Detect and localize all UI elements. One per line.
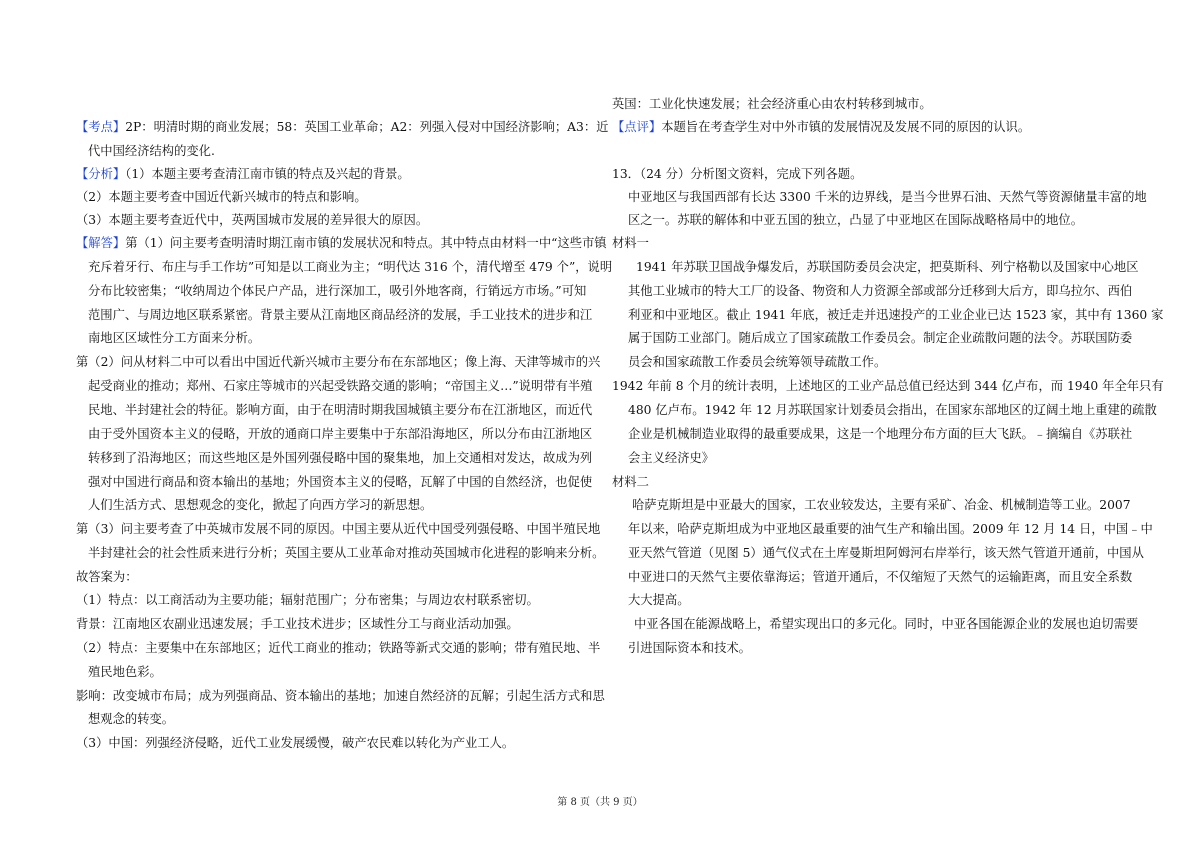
m1b-line-0: 1942 年前 8 个月的统计表明，上述地区的工业产品总值已经达到 344 亿卢布，而 1940 年全年只有 [612, 379, 1164, 393]
fenxi-text-1: （1）本题主要考查清江南市镇的特点及兴起的背景。 [125, 167, 410, 181]
m2b-line-0: 中亚各国在能源战略上，希望实现出口的多元化。同时，中亚各国能源企业的发展也迫切需要 [634, 617, 1139, 631]
answer-3-uk: 英国：工业化快速发展；社会经济重心由农村转移到城市。 [612, 97, 932, 111]
answer-intro: 故答案为： [76, 570, 138, 584]
jieda-p3-line-0: 第（3）问主要考查了中英城市发展不同的原因。中国主要从近代中国受列强侵略、中国半殖民地 [76, 522, 601, 536]
kaodian-tag: 【考点】 [76, 120, 126, 134]
jieda-p1-line-1: 充斥着牙行、布庄与手工作坊”可知是以工商业为主；“明代达 316 个，清代增至 479 个”，说明 [88, 260, 613, 274]
q13-intro-line-0: 中亚地区与我国西部有长达 3300 千米的边界线，是当今世界石油、天然气等资源储量丰富的地 [628, 190, 1147, 204]
jieda-p3-line-1: 半封建社会的社会性质来进行分析；英国主要从工业革命对推动英国城市化进程的影响来分析。 [88, 546, 605, 560]
answer-2-impact-line-1: 想观念的转变。 [88, 712, 175, 726]
m2-line-2: 亚天然气管道（见图 5）通气仪式在土库曼斯坦阿姆河右岸举行，该天然气管道开通前，中国从 [628, 546, 1144, 560]
fenxi-line-3: （3）本题主要考查近代中，英两国城市发展的差异很大的原因。 [76, 213, 429, 227]
jieda-p1-line-0: 第（1）问主要考查明清时期江南市镇的发展状况和特点。其中特点由材料一中“这些市镇 [125, 236, 607, 250]
answer-1-background: 背景：江南地区农副业迅速发展；手工业技术进步；区域性分工与商业活动加强。 [76, 617, 519, 631]
m1-line-4: 员会和国家疏散工作委员会统筹领导疏散工作。 [628, 355, 887, 369]
answer-1: （1）特点：以工商活动为主要功能；辐射范围广；分布密集；与周边农村联系密切。 [76, 593, 539, 607]
jieda-line-1 [76, 235, 607, 251]
m1b-line-1: 480 亿卢布。1942 年 12 月苏联国家计划委员会指出，在国家东部地区的辽阔土地上重建的疏散 [628, 403, 1157, 417]
m2-line-0: 哈萨克斯坦是中亚最大的国家，工农业较发达，主要有采矿、冶金、机械制造等工业。2007 [632, 498, 1131, 512]
kaodian-text-1: 2P：明清时期的商业发展；58：英国工业革命；A2：列强入侵对中国经济影响；A3：近 [125, 120, 609, 134]
dianping-text: 本题旨在考查学生对中外市镇的发展情况及发展不同的原因的认识。 [661, 120, 1031, 134]
jieda-p2-line-2: 民地、半封建社会的特征。影响方面，由于在明清时期我国城镇主要分布在江浙地区，而近代 [88, 403, 593, 417]
question-13-title: 13．（24 分）分析图文资料，完成下列各题。 [612, 167, 863, 181]
fenxi-line-2: （2）本题主要考查中国近代新兴城市的特点和影响。 [76, 190, 367, 204]
dianping-line [612, 119, 1030, 135]
answer-2-impact-line-0: 影响：改变城市布局；成为列强商品、资本输出的基地；加速自然经济的瓦解；引起生活方式和思 [76, 689, 605, 703]
jieda-p2-line-4: 转移到了沿海地区；而这些地区是外国列强侵略中国的聚集地，加上交通相对发达，故成为列 [88, 451, 593, 465]
kaodian-line-1 [76, 119, 608, 135]
jieda-p2-line-0: 第（2）问从材料二中可以看出中国近代新兴城市主要分布在东部地区；像上海、天津等城市的兴 [76, 355, 601, 369]
m2-line-1: 年以来，哈萨克斯坦成为中亚地区最重要的油气生产和输出国。2009 年 12 月 14 日，中国﹣中 [628, 522, 1153, 536]
material-1-label: 材料一 [612, 236, 649, 250]
kaodian-line-2: 代中国经济结构的变化. [88, 144, 215, 158]
m2b-line-1: 引进国际资本和技术。 [628, 641, 751, 655]
m2-line-3: 中亚进口的天然气主要依靠海运；管道开通后，不仅缩短了天然气的运输距离，而且安全系数 [628, 570, 1133, 584]
m1-line-3: 属于国防工业部门。随后成立了国家疏散工作委员会。制定企业疏散问题的法令。苏联国防委 [628, 331, 1133, 345]
m1-line-1: 其他工业城市的特大工厂的设备、物资和人力资源全部或部分迁移到大后方，即乌拉尔、西伯 [628, 284, 1133, 298]
m1b-line-3: 会主义经济史》 [628, 451, 715, 465]
fenxi-line-1 [76, 166, 410, 182]
m1-line-0: 1941 年苏联卫国战争爆发后，苏联国防委员会决定，把莫斯科、列宁格勒以及国家中心地区 [636, 260, 1139, 274]
jieda-p2-line-6: 人们生活方式、思想观念的变化，掀起了向西方学习的新思想。 [88, 498, 433, 512]
dianping-tag: 【点评】 [612, 120, 662, 134]
jieda-p1-line-3: 范围广、与周边地区联系紧密。背景主要从江南地区商品经济的发展，手工业技术的进步和江 [88, 308, 593, 322]
jieda-tag: 【解答】 [76, 236, 126, 250]
answer-2-line-0: （2）特点：主要集中在东部地区；近代工商业的推动；铁路等新式交通的影响；带有殖民地、半 [76, 641, 601, 655]
jieda-p2-line-1: 起受商业的推动；郑州、石家庄等城市的兴起受铁路交通的影响；“帝国主义…”说明带有半殖 [88, 379, 593, 393]
fenxi-tag: 【分析】 [76, 167, 126, 181]
answer-2-line-1: 殖民地色彩。 [88, 665, 162, 679]
m2-line-4: 大大提高。 [628, 593, 690, 607]
jieda-p2-line-5: 强对中国进行商品和资本输出的基地；外国资本主义的侵略，瓦解了中国的自然经济，也促使 [88, 475, 593, 489]
m1-line-2: 利亚和中亚地区。截止 1941 年底，被迁走并迅速投产的工业企业已达 1523 家，其中有 1360 家 [628, 308, 1164, 322]
jieda-p1-line-4: 南地区区域性分工方面来分析。 [88, 331, 261, 345]
q13-intro-line-1: 区之一。苏联的解体和中亚五国的独立，凸显了中亚地区在国际战略格局中的地位。 [628, 213, 1083, 227]
jieda-p1-line-2: 分布比较密集；“收纳周边个体民户产品，进行深加工，吸引外地客商，行销远方市场。”可知 [88, 284, 587, 298]
page-number-footer: 第 8 页（共 9 页） [557, 797, 643, 808]
answer-3: （3）中国：列强经济侵略，近代工业发展缓慢，破产农民难以转化为产业工人。 [76, 736, 515, 750]
material-2-label: 材料二 [612, 475, 649, 489]
m1b-line-2: 企业是机械制造业取得的最重要成果，这是一个地理分布方面的巨大飞跃。﹣摘编自《苏联社 [628, 427, 1133, 441]
jieda-p2-line-3: 由于受外国资本主义的侵略，开放的通商口岸主要集中于东部沿海地区，所以分布由江浙地区 [88, 427, 593, 441]
